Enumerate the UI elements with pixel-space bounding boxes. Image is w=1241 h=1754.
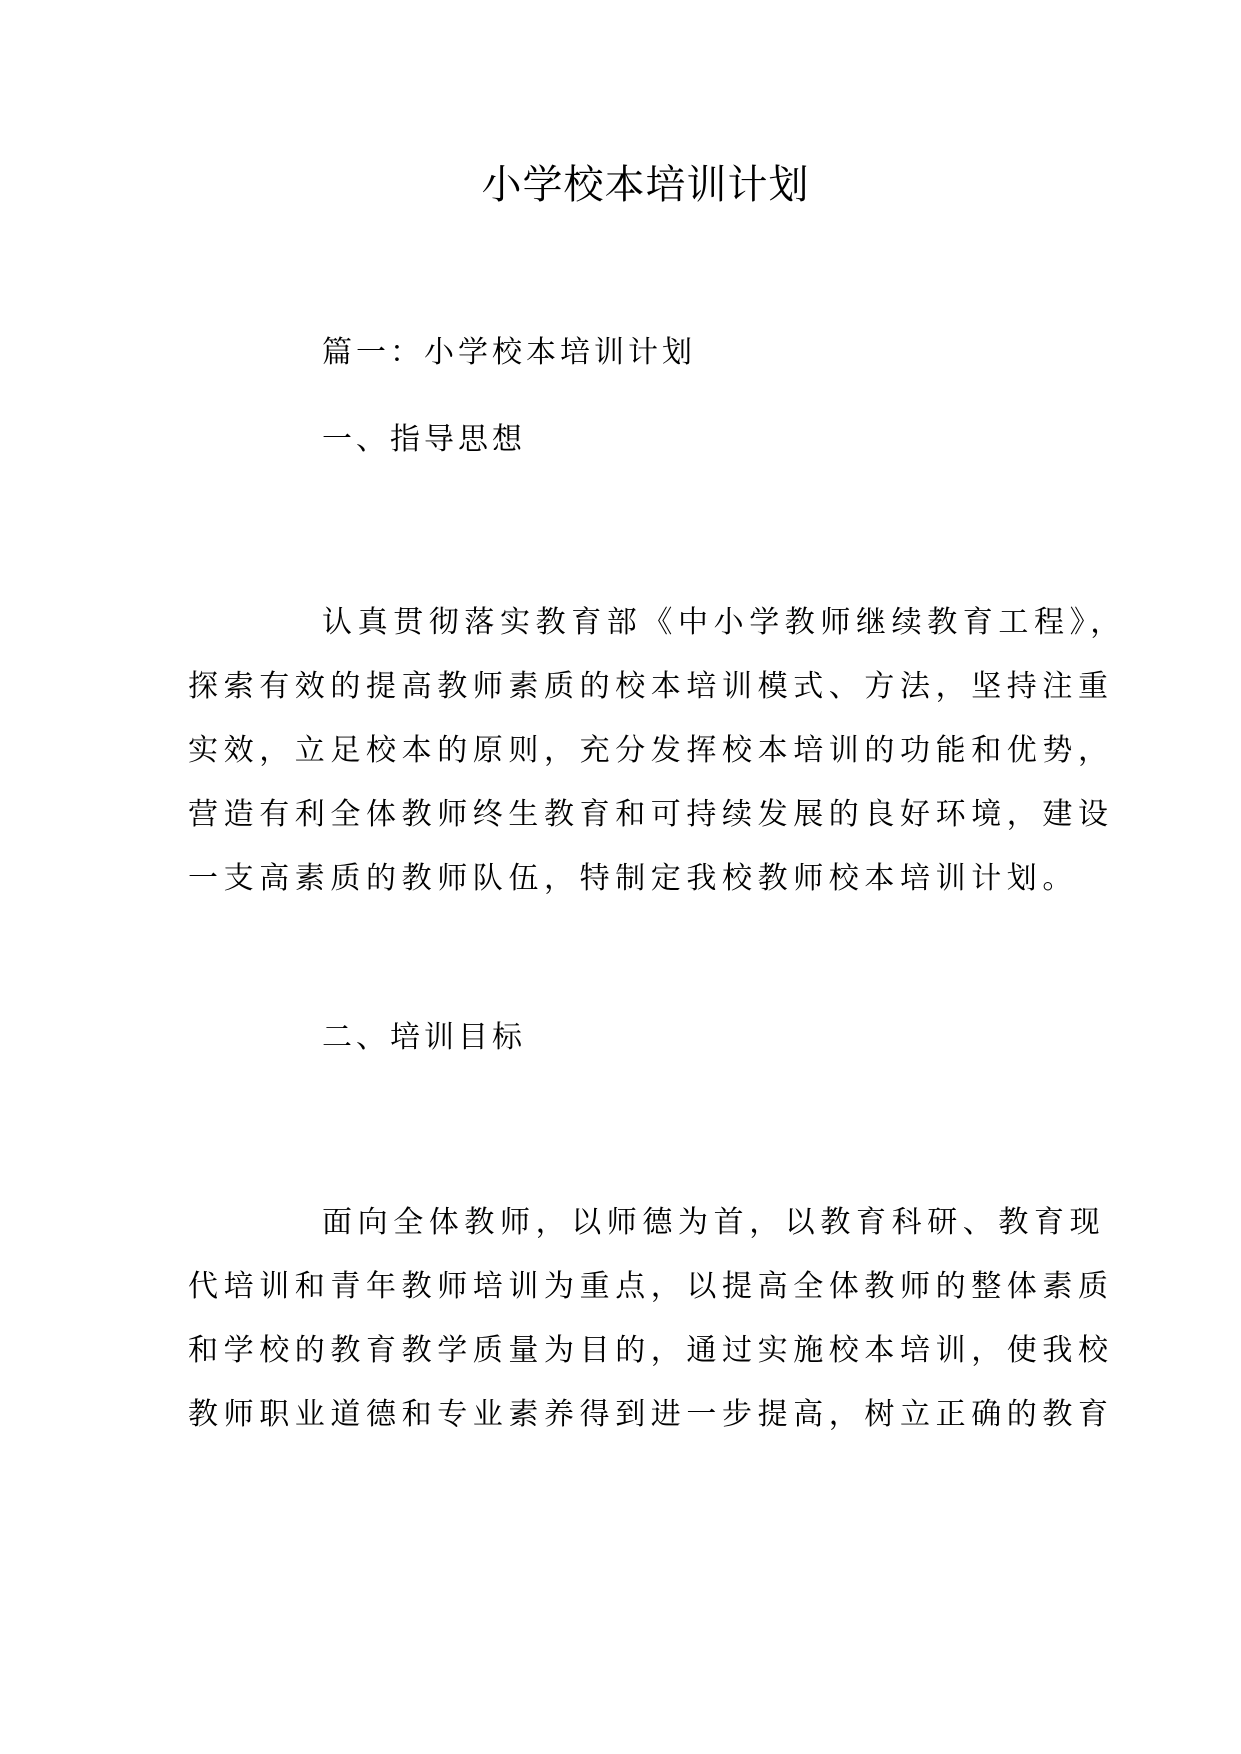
paragraph-line: 教师职业道德和专业素养得到进一步提高，树立正确的教育 — [188, 1397, 1114, 1432]
paragraph-line: 营造有利全体教师终生教育和可持续发展的良好环境，建设 — [188, 797, 1114, 832]
heading-training-goals: 二、培训目标 — [322, 1020, 526, 1055]
paragraph-line: 面向全体教师，以师德为首，以教育科研、教育现 — [322, 1205, 1106, 1240]
paragraph-line: 代培训和青年教师培训为重点，以提高全体教师的整体素质 — [188, 1269, 1114, 1304]
paragraph-training-goals — [188, 1191, 1114, 1447]
paragraph-line: 探索有效的提高教师素质的校本培训模式、方法，坚持注重 — [188, 669, 1114, 704]
paragraph-line: 实效，立足校本的原则，充分发挥校本培训的功能和优势， — [188, 733, 1114, 768]
paragraph-guiding-ideology — [188, 591, 1126, 911]
section-title: 篇一：小学校本培训计划 — [322, 335, 696, 370]
paragraph-line: 一支高素质的教师队伍，特制定我校教师校本培训计划。 — [188, 861, 1078, 896]
heading-guiding-ideology: 一、指导思想 — [322, 422, 526, 457]
paragraph-line: 认真贯彻落实教育部《中小学教师继续教育工程》， — [322, 605, 1126, 640]
paragraph-line: 和学校的教育教学质量为目的，通过实施校本培训，使我校 — [188, 1333, 1114, 1368]
document-title: 小学校本培训计划 — [481, 162, 810, 208]
